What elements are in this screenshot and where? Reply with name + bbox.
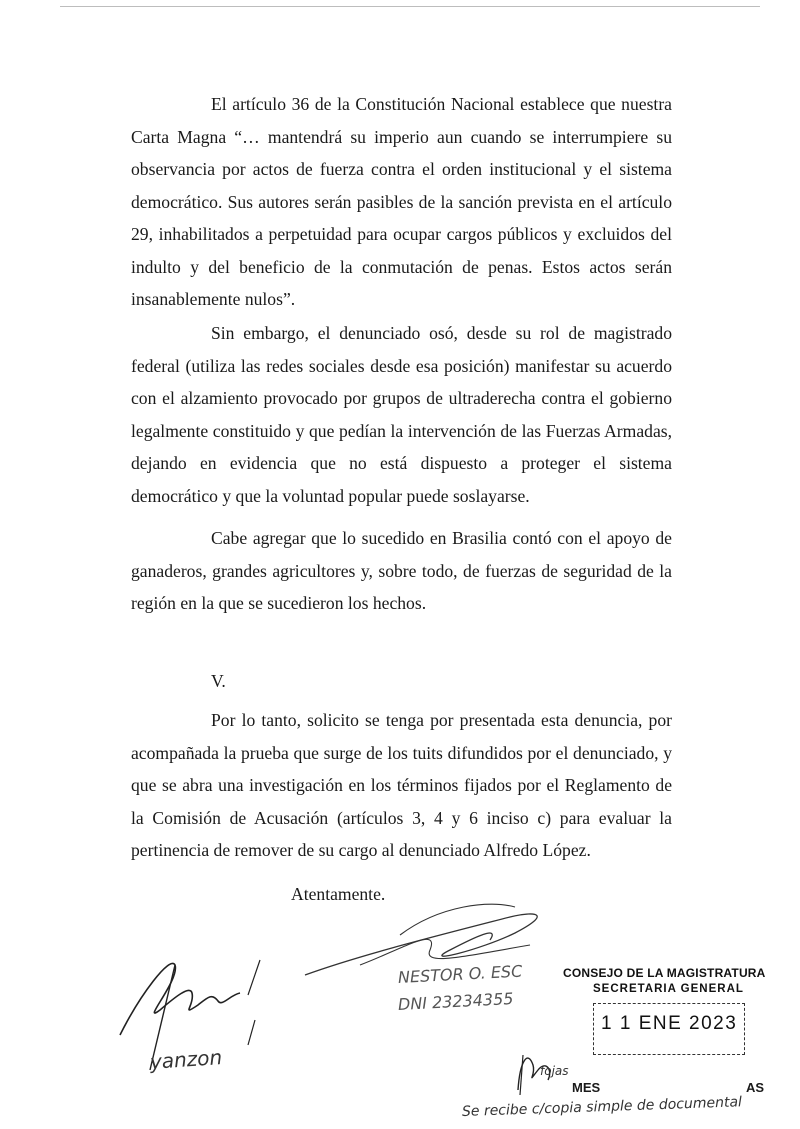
- closing-text: Atentamente.: [291, 884, 386, 904]
- receipt-stamp: [557, 963, 779, 1063]
- folio-annotation: fojas: [540, 1064, 569, 1078]
- signer-name: NESTOR O. ESC: [397, 961, 523, 987]
- paragraph-petition: Por lo tanto, solicito se tenga por presentada esta denuncia, por acompañada la prueba que surge de los tuits difundidos por el denunciado, y que se abra una investigación en los términos fijados por el Reglamento de la Comisión de Acusación (artículos 3, 4 y 6 inciso c) para evaluar la pertinencia de remover de su cargo al denunciado Alfredo López.: [131, 710, 672, 860]
- top-rule: [60, 6, 760, 7]
- stamp-organization: CONSEJO DE LA MAGISTRATURA: [563, 966, 766, 980]
- stamp-as-fragment: AS: [746, 1080, 765, 1095]
- paragraph-article-36: El artículo 36 de la Constitución Nacional establece que nuestra Carta Magna “… mantendrá su imperio aun cuando se interrumpiere su observancia por actos de fuerza contra el orden institucional y el sistema democrático. Sus autores serán pasibles de la sanción prevista en el artículo 29, inhabilitados a perpetuidad para ocupar cargos públicos y excluidos del indulto y del beneficio de la conmutación de penas. Estos actos serán insanablemente nulos”.: [131, 94, 672, 309]
- paragraph-denunciado: Sin embargo, el denunciado osó, desde su rol de magistrado federal (utiliza las redes sociales desde esa posición) manifestar su acuerdo con el alzamiento provocado por grupos de ultraderecha contra el gobierno legalmente constituido y que pedían la intervención de las Fuerzas Armadas, dejando en evidencia que no está dispuesto a proteger el sistema democrático y que la voluntad popular puede soslayarse.: [131, 323, 672, 506]
- paragraph-brasilia: Cabe agregar que lo sucedido en Brasilia contó con el apoyo de ganaderos, grandes agricultores y, sobre todo, de fuerzas de seguridad de la región en la que se sucedieron los hechos.: [131, 528, 672, 613]
- signer-dni: DNI 23234355: [397, 988, 514, 1014]
- receipt-note: Se recibe c/copia simple de documental: [461, 1094, 743, 1120]
- stamp-date: 1 1 ENE 2023: [601, 1013, 738, 1034]
- left-signature-name: yanzon: [149, 1044, 223, 1074]
- stamp-office: SECRETARIA GENERAL: [593, 983, 744, 995]
- section-heading: V.: [211, 671, 226, 691]
- stamp-mes-fragment: MES: [572, 1080, 601, 1095]
